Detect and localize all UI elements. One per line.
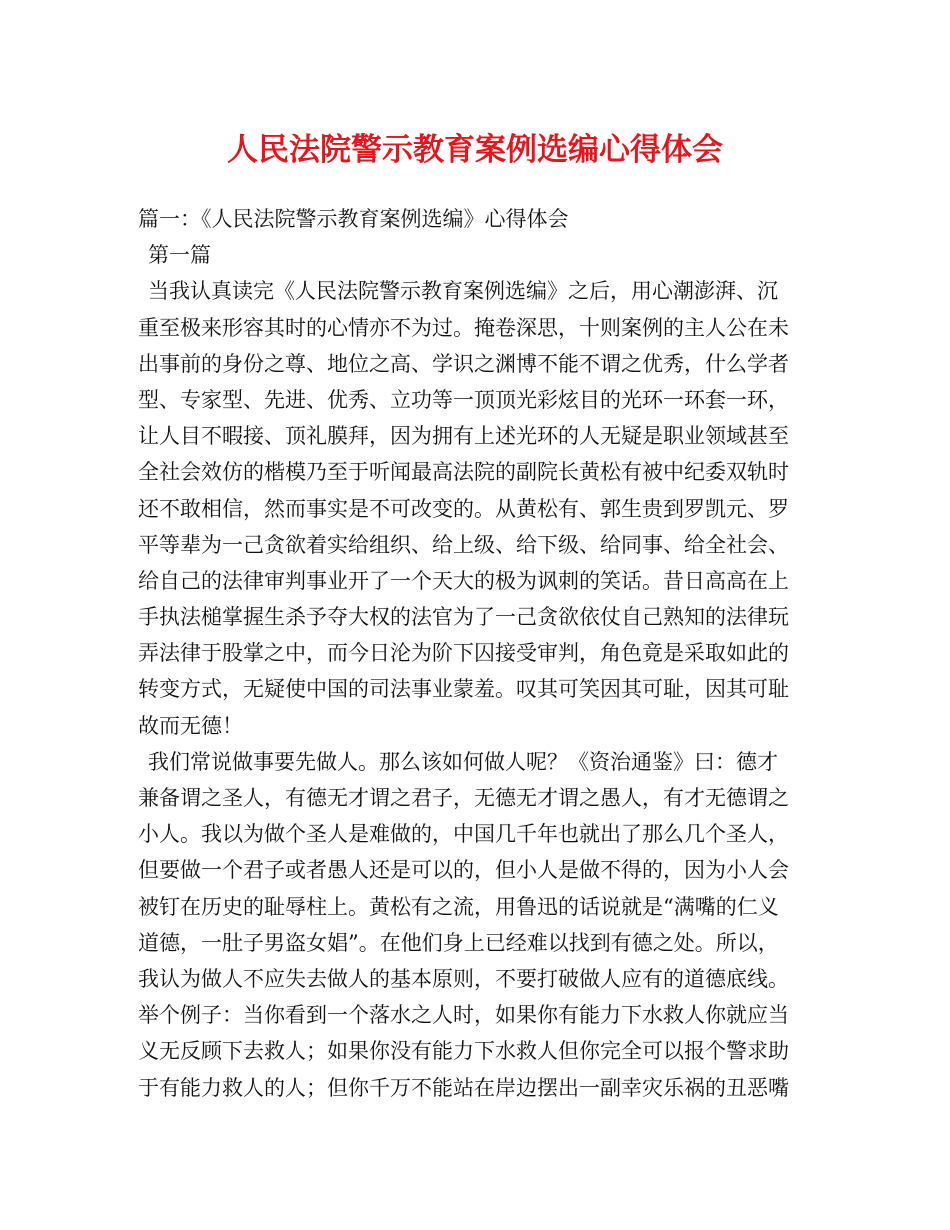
paragraph-line: 但要做一个君子或者愚人还是可以的，但小人是做不得的，因为小人会 (138, 858, 789, 883)
paragraph-line: 道德，一肚子男盗女娼”。在他们身上已经难以找到有德之处。所以， (138, 930, 779, 955)
paragraph-line: 弄法律于股掌之中，而今日沦为阶下囚接受审判，角色竟是采取如此的 (138, 641, 789, 666)
paragraph-line: 被钉在历史的耻辱柱上。黄松有之流，用鲁迅的话说就是“满嘴的仁义 (138, 894, 779, 919)
paragraph-line: 举个例子：当你看到一个落水之人时，如果你有能力下水救人你就应当 (138, 1003, 789, 1028)
paragraph-line: 让人目不暇接、顶礼膜拜，因为拥有上述光环的人无疑是职业领域甚至 (138, 424, 789, 449)
paragraph-line: 出事前的身份之尊、地位之高、学识之渊博不能不谓之优秀，什么学者 (138, 351, 789, 376)
paragraph-line: 平等辈为一己贪欲着实给组织、给上级、给下级、给同事、给全社会、 (138, 532, 789, 557)
paragraph-line: 手执法槌掌握生杀予夺大权的法官为了一己贪欲依仗自己熟知的法律玩 (138, 605, 789, 630)
paragraph-line: 于有能力救人的人；但你千万不能站在岸边摆出一副幸灾乐祸的丑恶嘴 (138, 1075, 789, 1100)
paragraph-line: 我认为做人不应失去做人的基本原则，不要打破做人应有的道德底线。 (138, 966, 789, 991)
paragraph-line: 还不敢相信，然而事实是不可改变的。从黄松有、郭生贵到罗凯元、罗 (138, 496, 789, 521)
paragraph-line: 我们常说做事要先做人。那么该如何做人呢？《资治通鉴》曰：德才 (148, 749, 778, 774)
paragraph-line: 当我认真读完《人民法院警示教育案例选编》之后，用心潮澎湃、沉 (148, 279, 778, 304)
section-heading: 篇一：《人民法院警示教育案例选编》心得体会 (138, 207, 569, 231)
paragraph-line: 给自己的法律审判事业开了一个天大的极为讽刺的笑话。昔日高高在上 (138, 568, 789, 593)
paragraph-line: 小人。我以为做个圣人是难做的，中国几千年也就出了那么几个圣人， (138, 822, 789, 847)
paragraph-line: 义无反顾下去救人；如果你没有能力下水救人但你完全可以报个警求助 (138, 1039, 789, 1064)
paragraph-line: 兼备谓之圣人，有德无才谓之君子，无德无才谓之愚人，有才无德谓之 (138, 786, 789, 810)
paragraph-line: 故而无德！ (138, 713, 243, 738)
paragraph-line: 型、专家型、先进、优秀、立功等一顶顶光彩炫目的光环一环套一环， (138, 387, 789, 412)
paragraph-line: 全社会效仿的楷模乃至于听闻最高法院的副院长黄松有被中纪委双轨时 (138, 460, 789, 485)
document-body (138, 201, 818, 1106)
subsection-heading: 第一篇 (148, 243, 211, 268)
paragraph-line: 重至极来形容其时的心情亦不为过。掩卷深思，十则案例的主人公在未 (138, 315, 789, 340)
paragraph-line: 转变方式，无疑使中国的司法事业蒙羞。叹其可笑因其可耻，因其可耻 (138, 677, 789, 702)
document-title: 人民法院警示教育案例选编心得体会 (227, 132, 723, 168)
